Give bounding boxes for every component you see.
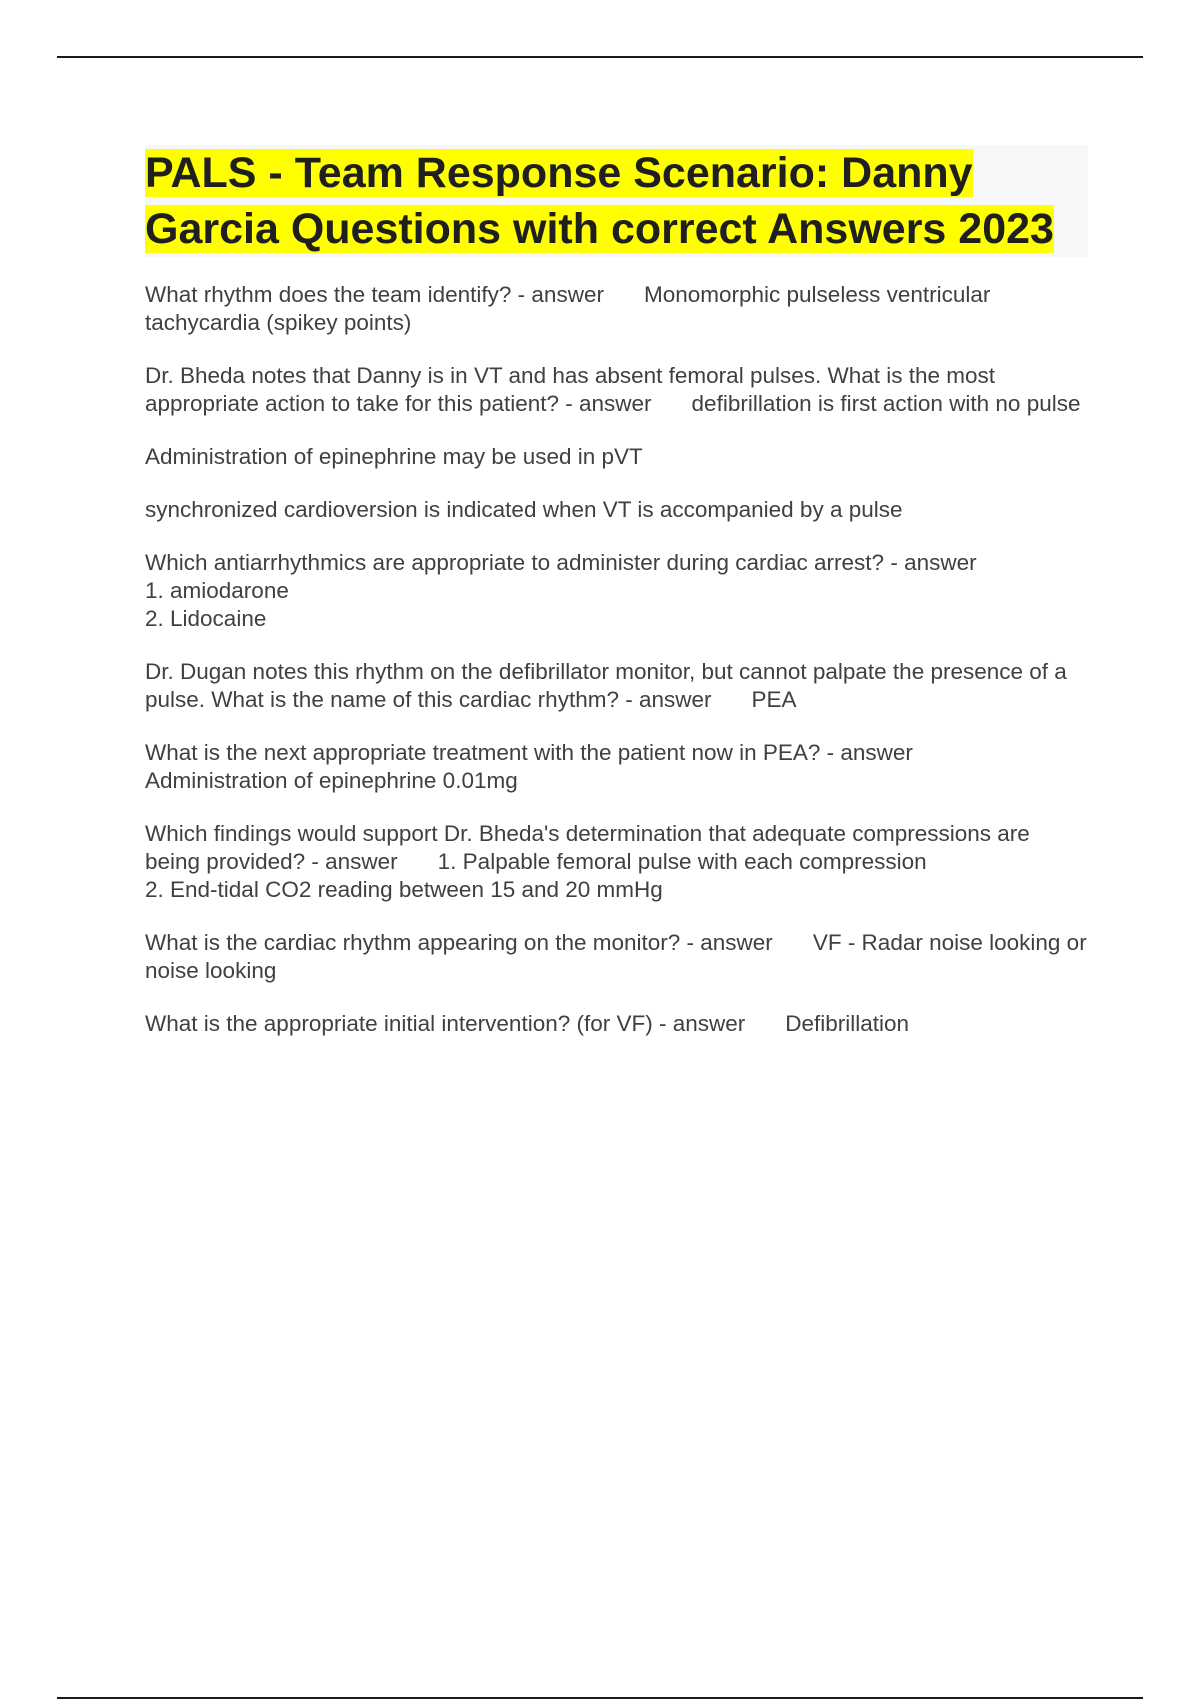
answer-text: PEA	[751, 687, 797, 712]
answer-line: 2. End-tidal CO2 reading between 15 and 20 mmHg	[145, 877, 663, 902]
note-text	[145, 443, 1090, 471]
qa-item	[145, 281, 1090, 337]
qa-item	[145, 658, 1090, 714]
qa-item	[145, 739, 1090, 795]
answer-line: Administration of epinephrine 0.01mg	[145, 768, 518, 793]
answer-text: Defibrillation	[785, 1011, 910, 1036]
question-text: What is the next appropriate treatment with the patient now in PEA? - answer	[145, 740, 913, 765]
question-text: What is the cardiac rhythm appearing on the monitor? - answer	[145, 930, 773, 955]
qa-item	[145, 549, 1090, 633]
question-text: Which antiarrhythmics are appropriate to administer during cardiac arrest? - answer	[145, 550, 977, 575]
question-text: Dr. Bheda notes that Danny is in VT and has absent femoral pulses. What is the most appropriate action to take for this patient? - answer	[145, 363, 996, 416]
note-line: Administration of epinephrine may be used in pVT	[145, 444, 643, 469]
question-text: What is the appropriate initial intervention? (for VF) - answer	[145, 1011, 746, 1036]
answer-line: 2. Lidocaine	[145, 606, 267, 631]
note-line: synchronized cardioversion is indicated when VT is accompanied by a pulse	[145, 497, 903, 522]
answer-line: 1. amiodarone	[145, 578, 289, 603]
document-title: PALS - Team Response Scenario: Danny Garcia Questions with correct Answers 2023	[145, 149, 1054, 253]
qa-item	[145, 1010, 1090, 1038]
note-text	[145, 496, 1090, 524]
question-text: What rhythm does the team identify? - answer	[145, 282, 604, 307]
document-body	[145, 145, 1090, 1063]
top-rule	[57, 56, 1143, 58]
qa-item	[145, 362, 1090, 418]
question-text: Which findings would support Dr. Bheda's determination that adequate compressions are being provided? - answer	[145, 821, 1030, 874]
answer-text: defibrillation is first action with no pulse	[691, 391, 1081, 416]
title-block	[145, 145, 1088, 257]
answer-text: Monomorphic pulseless ventricular tachycardia (spikey points)	[145, 282, 991, 335]
question-text: Dr. Dugan notes this rhythm on the defibrillator monitor, but cannot palpate the presence of a pulse. What is the name of this cardiac rhythm? - answer	[145, 659, 1067, 712]
answer-text: VF - Radar noise looking or noise looking	[145, 930, 1087, 983]
bottom-rule	[57, 1697, 1143, 1699]
qa-item	[145, 820, 1090, 904]
qa-item	[145, 929, 1090, 985]
answer-text: 1. Palpable femoral pulse with each compression	[437, 849, 927, 874]
